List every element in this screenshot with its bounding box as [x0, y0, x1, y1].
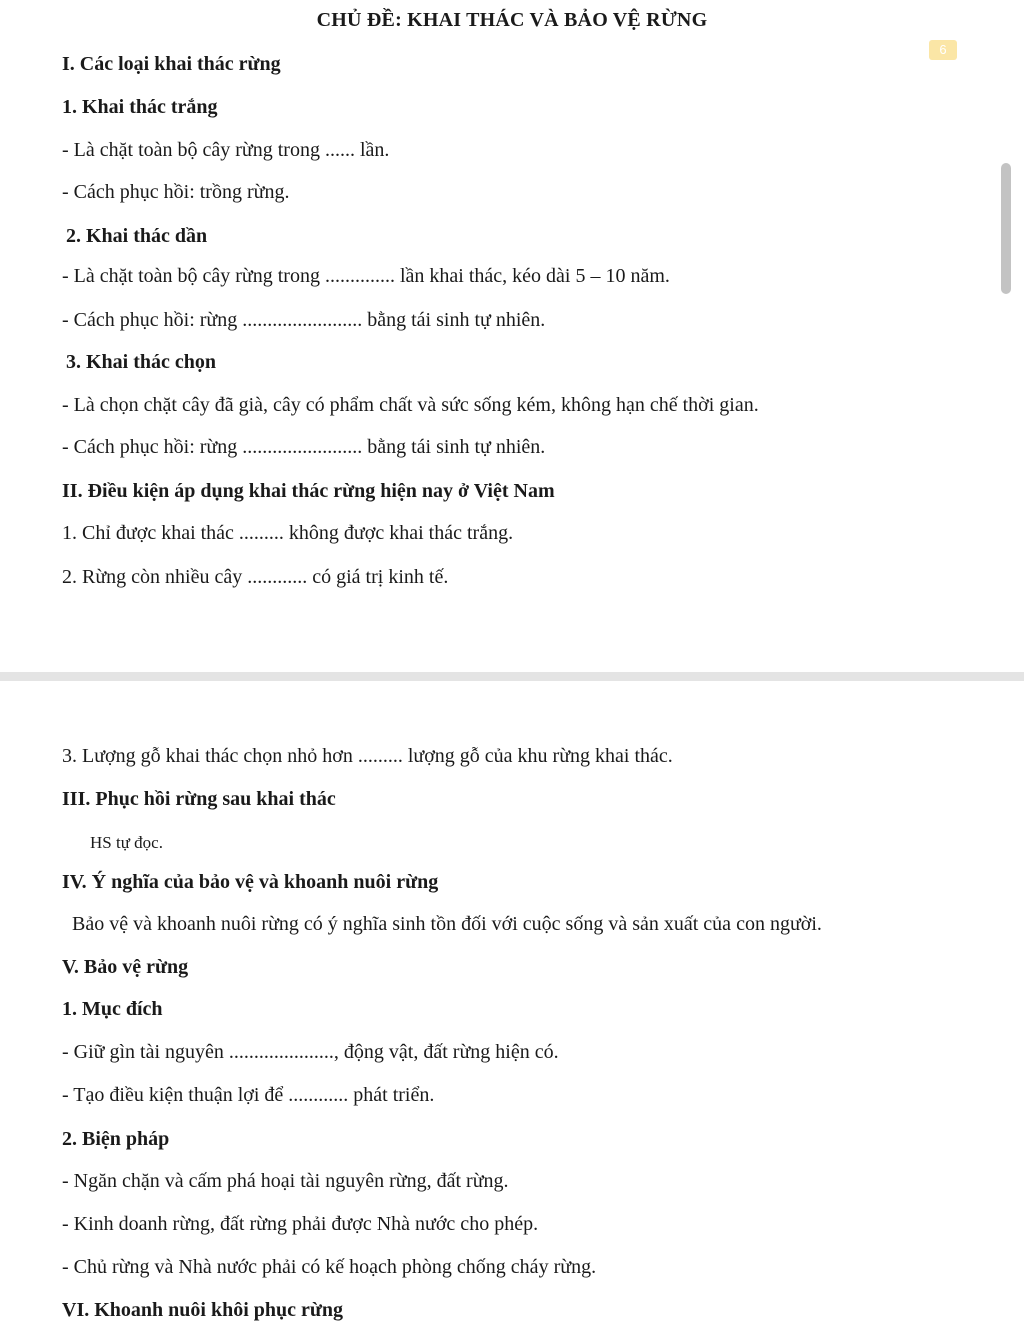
section-heading-5: V. Bảo vệ rừng: [62, 956, 189, 978]
text-line: - Tạo điều kiện thuận lợi để ............ phát triển.: [62, 1084, 435, 1106]
text-line: - Kinh doanh rừng, đất rừng phải được Nhà nước cho phép.: [62, 1213, 539, 1235]
text-line: - Là chặt toàn bộ cây rừng trong ...... lần.: [62, 139, 390, 161]
text-line: 1. Chỉ được khai thác ......... không được khai thác trắng.: [62, 522, 514, 544]
section-heading-4: IV. Ý nghĩa của bảo vệ và khoanh nuôi rừng: [62, 871, 439, 893]
subheading-5-2: 2. Biện pháp: [62, 1128, 170, 1150]
text-line: - Cách phục hồi: trồng rừng.: [62, 181, 290, 203]
section-heading-2: II. Điều kiện áp dụng khai thác rừng hiện nay ở Việt Nam: [62, 480, 555, 502]
subheading-5-1: 1. Mục đích: [62, 998, 163, 1020]
section-heading-6: VI. Khoanh nuôi khôi phục rừng: [62, 1299, 344, 1321]
page-badge: 6: [929, 40, 957, 60]
text-line: 3. Lượng gỗ khai thác chọn nhỏ hơn ......... lượng gỗ của khu rừng khai thác.: [62, 745, 673, 767]
document-title: CHỦ ĐỀ: KHAI THÁC VÀ BẢO VỆ RỪNG: [316, 9, 708, 31]
page-separator: [0, 672, 1024, 681]
text-line: - Ngăn chặn và cấm phá hoại tài nguyên rừng, đất rừng.: [62, 1170, 509, 1192]
document-page-2: [0, 681, 1024, 1335]
subheading-1-3: 3. Khai thác chọn: [66, 351, 217, 373]
subheading-1-2: 2. Khai thác dần: [66, 225, 208, 247]
text-line: - Là chặt toàn bộ cây rừng trong .............. lần khai thác, kéo dài 5 – 10 năm.: [62, 265, 670, 287]
section-heading-3: III. Phục hồi rừng sau khai thác: [62, 788, 336, 810]
subheading-1-1: 1. Khai thác trắng: [62, 96, 218, 118]
text-line: 2. Rừng còn nhiều cây ............ có giá trị kinh tế.: [62, 566, 449, 588]
text-line: - Cách phục hồi: rừng ........................ bằng tái sinh tự nhiên.: [62, 309, 546, 331]
text-line: - Cách phục hồi: rừng ........................ bằng tái sinh tự nhiên.: [62, 436, 546, 458]
text-line: - Là chọn chặt cây đã già, cây có phẩm chất và sức sống kém, không hạn chế thời gian.: [62, 394, 759, 416]
section-heading-1: I. Các loại khai thác rừng: [62, 53, 281, 75]
text-line: - Chủ rừng và Nhà nước phải có kế hoạch phòng chống cháy rừng.: [62, 1256, 597, 1278]
text-line: Bảo vệ và khoanh nuôi rừng có ý nghĩa sinh tồn đối với cuộc sống và sản xuất của con người.: [72, 913, 822, 935]
text-line: - Giữ gìn tài nguyên ....................., động vật, đất rừng hiện có.: [62, 1041, 559, 1063]
text-line: HS tự đọc.: [90, 833, 163, 852]
scrollbar-thumb[interactable]: [1001, 163, 1011, 294]
